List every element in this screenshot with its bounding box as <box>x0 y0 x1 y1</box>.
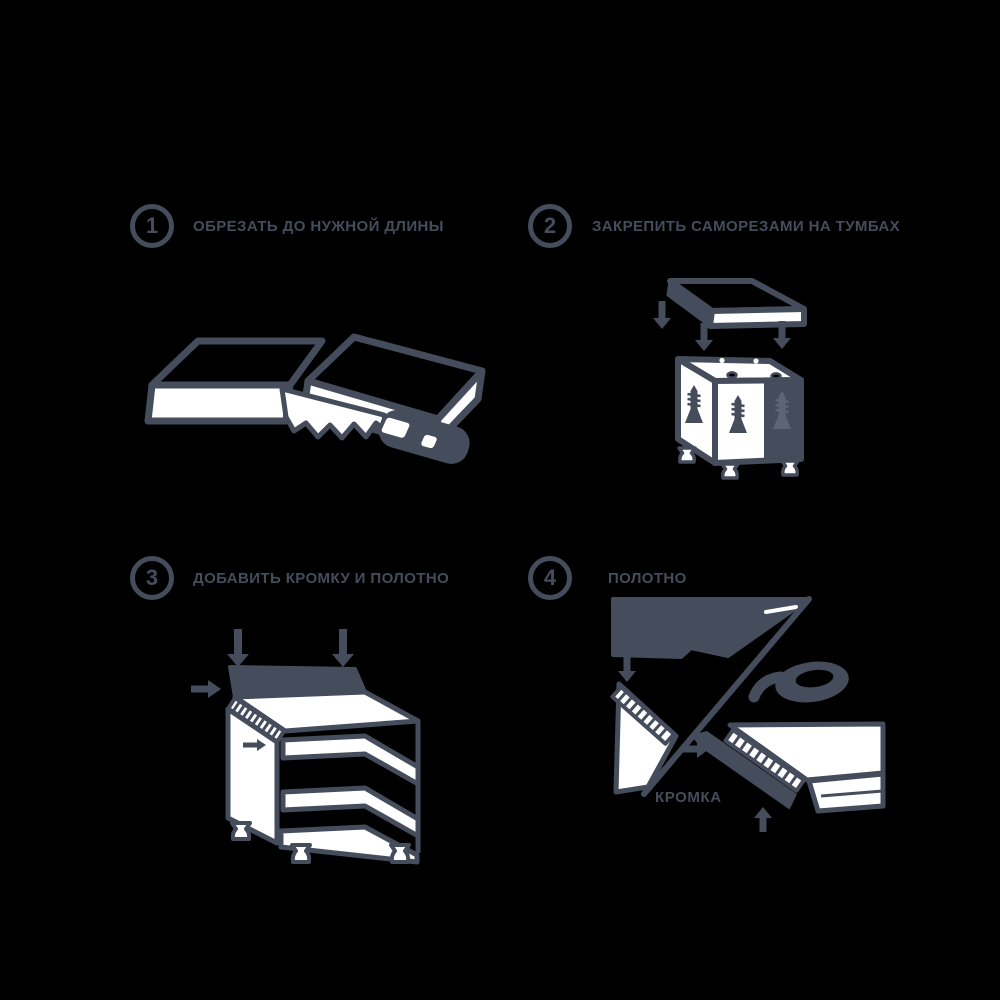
up-arrow-icon <box>754 807 772 832</box>
step-3-title: ДОБАВИТЬ КРОМКУ И ПОЛОТНО <box>193 570 450 587</box>
board-edge-banding <box>691 724 883 832</box>
step-3-number: 3 <box>145 565 159 590</box>
step-2-number: 2 <box>543 213 557 238</box>
corner-piece-with-edge <box>612 684 676 792</box>
cabinet-with-countertop <box>228 667 418 862</box>
step-1-number: 1 <box>145 213 159 238</box>
countertop-screws-cabinet-icon <box>630 265 870 500</box>
step-4-title: ПОЛОТНО <box>608 570 687 587</box>
tape-roll-icon <box>754 657 851 707</box>
down-arrow-icon <box>653 301 671 329</box>
step-1-title: ОБРЕЗАТЬ ДО НУЖНОЙ ДЛИНЫ <box>193 218 444 235</box>
step-1-number-badge <box>130 204 174 248</box>
edge-banding-label: КРОМКА <box>655 789 722 806</box>
step-2-number-badge <box>528 204 572 248</box>
countertop-corner-dark <box>613 599 809 657</box>
edge-banding-tape-icon <box>585 585 885 855</box>
down-arrow-icon <box>227 629 249 667</box>
cabinet-press-edge-icon <box>175 605 465 895</box>
countertop-slab <box>668 281 804 326</box>
saw-cutting-boards-icon <box>140 325 480 475</box>
step-2-title: ЗАКРЕПИТЬ САМОРЕЗАМИ НА ТУМБАХ <box>592 218 901 235</box>
left-arrow-icon <box>191 680 221 698</box>
step-4-number: 4 <box>543 565 557 590</box>
down-arrows <box>227 629 354 667</box>
down-arrow-icon <box>618 655 636 682</box>
base-cabinet <box>678 358 801 478</box>
step-4-number-badge <box>528 556 572 600</box>
step-3-number-badge <box>130 556 174 600</box>
down-arrow-icon <box>332 629 354 667</box>
